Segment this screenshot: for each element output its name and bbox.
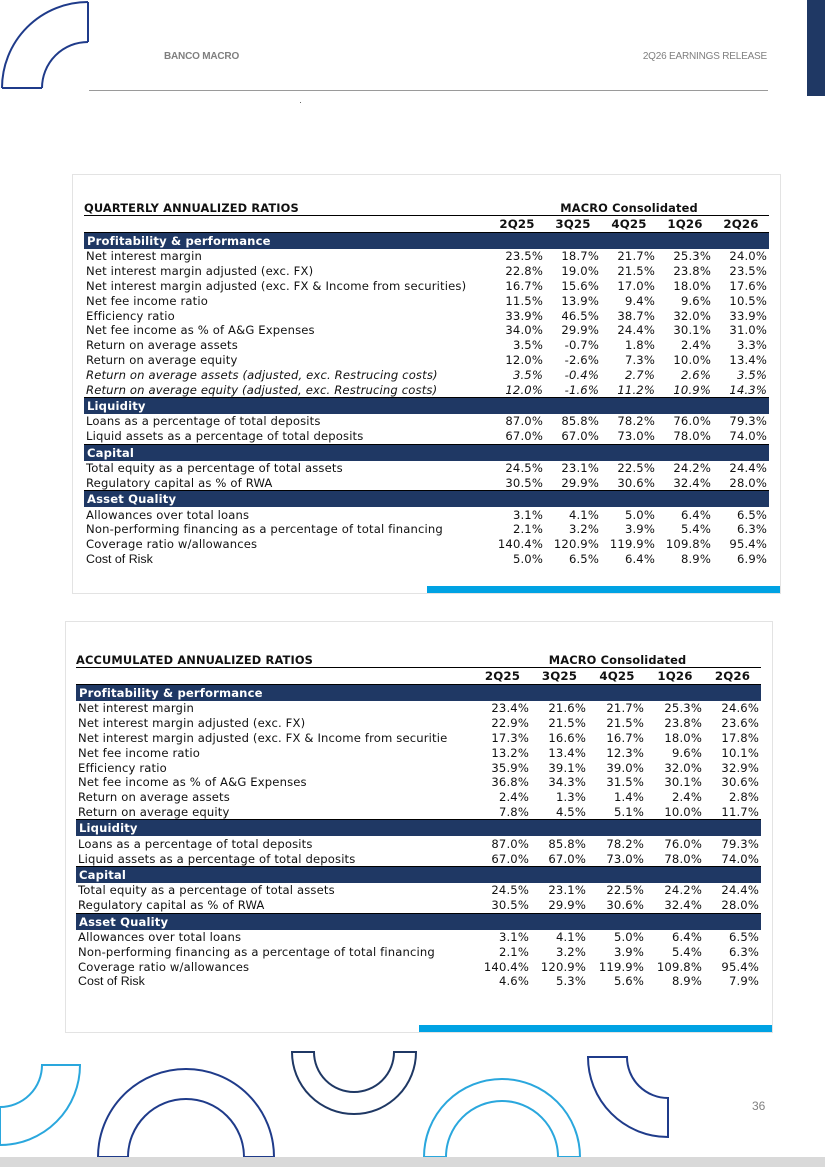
table-row [76,974,761,989]
table-row [84,507,769,522]
row-value: 24.4% [729,460,768,475]
row-value: 30.6% [721,775,760,790]
row-value: 24.2% [673,460,711,475]
row-value: 12.0% [505,352,543,367]
row-value: 32.0% [673,308,711,323]
row-label: Non-performing financing as a percentage of total financing [86,522,443,537]
row-value: 21.6% [548,701,586,716]
row-value: 3.1% [498,929,529,944]
period-header: 2Q26 [704,668,761,685]
row-value: 87.0% [491,836,529,851]
row-value: 3.5% [512,338,543,353]
row-value: 2.4% [671,790,702,805]
row-value: 23.5% [729,264,768,279]
row-value: 22.8% [505,264,543,279]
row-value: 5.0% [624,507,655,522]
quarterly-ratios-table [84,201,769,566]
row-value: 2.1% [498,944,529,959]
row-value: 10.9% [657,382,713,397]
row-value: 38.7% [617,308,655,323]
row-value: 30.6% [601,475,657,490]
section-title: Capital [84,444,769,461]
row-value: 18.0% [664,730,702,745]
row-value: 74.0% [704,851,761,866]
row-value: 3.9% [613,944,644,959]
row-value: 78.0% [646,851,704,866]
section-title: Liquidity [76,820,761,837]
row-value: 28.0% [713,475,769,490]
row-value: 18.7% [561,249,599,264]
row-label: Net interest margin adjusted (exc. FX) [78,716,306,731]
row-value: 5.6% [613,974,644,989]
row-value: 28.0% [704,898,761,913]
row-value: 17.6% [729,278,768,293]
table-row [84,429,769,444]
table-row [76,805,761,820]
row-value: 67.0% [545,429,601,444]
row-label: Efficiency ratio [78,760,167,775]
row-value: 5.1% [588,805,646,820]
row-value: 12.0% [489,382,545,397]
row-value: 7.3% [624,352,655,367]
row-value: 15.6% [561,278,599,293]
row-value: 24.0% [729,249,768,264]
period-header: 3Q25 [545,216,601,233]
row-value: 24.4% [617,323,655,338]
row-label: Total equity as a percentage of total assets [78,883,335,898]
table-row [76,790,761,805]
row-value: 2.8% [728,790,760,805]
row-value: 23.8% [673,264,711,279]
row-value: 39.1% [548,760,586,775]
row-label: Liquid assets as a percentage of total deposits [84,429,489,444]
row-value: 5.0% [613,929,644,944]
row-label: Efficiency ratio [86,308,175,323]
table-row [84,367,769,382]
row-value: 23.1% [561,460,599,475]
row-value: 109.8% [656,959,702,974]
row-value: 23.8% [664,716,702,731]
row-value: 22.5% [606,883,644,898]
row-value: 4.6% [498,974,529,989]
table-row [76,944,761,959]
table-row [76,836,761,851]
row-label: Return on average equity [76,805,474,820]
table-row [76,898,761,913]
row-label: Return on average equity [86,352,238,367]
row-value: 6.5% [568,551,599,566]
row-value: 67.0% [531,851,588,866]
row-value: 109.8% [665,537,711,552]
table-row [76,716,761,731]
row-value: 3.3% [736,338,768,353]
row-value: 85.8% [548,836,586,851]
row-value: 9.6% [680,293,711,308]
row-value: 6.4% [680,507,711,522]
row-value: 13.4% [729,352,768,367]
row-value: 6.5% [736,507,768,522]
table-title-row [84,201,769,216]
row-value: 23.6% [721,716,760,731]
row-value: 3.2% [568,522,599,537]
table-row [76,959,761,974]
row-value: 6.4% [624,551,655,566]
row-value: 3.9% [624,522,655,537]
row-value: 87.0% [505,414,543,429]
row-value: 13.9% [561,293,599,308]
period-header: 2Q26 [713,216,769,233]
row-label: Regulatory capital as % of RWA [84,475,489,490]
row-value: 6.3% [736,522,768,537]
row-label: Loans as a percentage of total deposits [78,836,313,851]
table-row [84,323,769,338]
section-header [76,866,761,883]
table-row [84,279,769,294]
row-label: Net interest margin adjusted (exc. FX) [86,264,314,279]
row-value: 4.1% [555,929,586,944]
row-value: 2.1% [512,522,543,537]
row-label: Net fee income ratio [86,293,208,308]
row-value: 36.8% [491,775,529,790]
row-value: 22.5% [617,460,655,475]
row-value: 10.5% [729,293,768,308]
table-row [84,308,769,323]
row-value: 5.4% [671,944,702,959]
row-label: Total equity as a percentage of total assets [86,460,343,475]
row-value: 85.8% [561,414,599,429]
period-header: 2Q25 [489,216,545,233]
row-value: 4.5% [531,805,588,820]
row-value: 33.9% [729,308,768,323]
row-value: 1.8% [624,338,655,353]
section-header [84,491,769,508]
row-value: 39.0% [606,760,644,775]
row-value: 67.0% [489,429,545,444]
row-value: 10.0% [673,352,711,367]
row-value: 11.7% [704,805,761,820]
row-label: Net interest margin [78,701,194,716]
table-row [76,930,761,945]
row-label: Return on average assets (adjusted, exc. Restrucing costs) [86,367,438,382]
row-value: 24.5% [505,460,543,475]
table-title-row [76,653,761,668]
table-row [84,537,769,552]
row-value: 16.6% [548,730,586,745]
row-value: 16.7% [505,278,543,293]
row-value: 23.1% [548,883,586,898]
footer-band [0,1157,825,1167]
row-value: 11.2% [601,382,657,397]
row-value: 9.6% [671,745,702,760]
row-value: 79.3% [729,414,768,429]
table-row [76,851,761,866]
section-header [84,397,769,414]
table-row [76,745,761,760]
table-row [76,701,761,716]
row-value: 21.7% [617,249,655,264]
row-value: 21.5% [548,716,586,731]
row-value: 8.9% [680,551,711,566]
row-value: 6.3% [728,944,760,959]
row-label: Cost of Risk [78,974,145,989]
row-value: 25.3% [664,701,702,716]
row-label: Coverage ratio w/allowances [86,537,258,552]
row-value: 2.7% [624,367,655,382]
row-value: 23.5% [505,249,543,264]
group-header: MACRO Consolidated [474,653,761,668]
row-value: 18.0% [673,278,711,293]
table-row [84,249,769,264]
row-value: 2.6% [680,367,711,382]
row-value: 24.5% [491,883,529,898]
section-header [76,820,761,837]
table-row [84,522,769,537]
row-value: 74.0% [713,429,769,444]
row-value: 7.9% [728,974,760,989]
table-row [76,760,761,775]
header-divider [89,90,768,91]
row-value: 24.6% [721,701,760,716]
row-label: Regulatory capital as % of RWA [76,898,474,913]
row-value: 1.4% [613,790,644,805]
row-value: 78.2% [606,836,644,851]
row-value: 95.4% [721,959,760,974]
page-number: 36 [752,1099,766,1113]
row-value: 2.4% [680,338,711,353]
table-row [76,883,761,898]
row-value: 14.3% [713,382,769,397]
row-value: 95.4% [729,537,768,552]
row-value: 10.1% [721,745,760,760]
row-value: 24.4% [721,883,760,898]
row-value: 34.3% [548,775,586,790]
row-value: 35.9% [491,760,529,775]
section-header [76,685,761,702]
row-value: 67.0% [474,851,531,866]
table-row [84,414,769,429]
row-value: 8.9% [671,974,702,989]
row-value: 3.1% [512,507,543,522]
row-label: Cost of Risk [86,551,153,566]
row-value: 34.0% [505,323,543,338]
group-header: MACRO Consolidated [489,201,769,216]
accumulated-ratios-table [76,653,761,989]
table-row [76,775,761,790]
period-header: 4Q25 [601,216,657,233]
row-value: -1.6% [545,382,601,397]
row-value: 17.3% [491,730,529,745]
row-value: 78.0% [657,429,713,444]
row-value: 30.6% [588,898,646,913]
row-label: Liquid assets as a percentage of total deposits [76,851,474,866]
row-value: 9.4% [624,293,655,308]
row-value: 24.2% [664,883,702,898]
row-value: 11.5% [505,293,543,308]
row-value: 7.8% [474,805,531,820]
report-title: 2Q26 EARNINGS RELEASE [642,51,767,62]
row-value: 13.4% [548,745,586,760]
row-value: 32.0% [664,760,702,775]
row-value: 78.2% [617,414,655,429]
row-label: Allowances over total loans [86,507,250,522]
row-value: 31.0% [729,323,768,338]
row-value: 3.5% [736,367,768,382]
row-value: 73.0% [588,851,646,866]
row-value: 29.9% [531,898,588,913]
table-row [84,293,769,308]
table-row [84,552,769,567]
row-label: Coverage ratio w/allowances [78,959,250,974]
row-value: 29.9% [561,323,599,338]
section-header [84,233,769,250]
row-value: 4.1% [568,507,599,522]
period-header: 1Q26 [646,668,704,685]
corner-accent-bar [807,0,825,96]
row-value: 22.9% [491,716,529,731]
period-header: 1Q26 [657,216,713,233]
panel-accent-bar [427,586,780,593]
row-value: 6.5% [728,929,760,944]
row-value: 16.7% [606,730,644,745]
row-value: 119.9% [609,537,655,552]
row-value: 119.9% [598,959,644,974]
row-label: Net interest margin adjusted (exc. FX & Income from securitie [78,730,448,745]
table-title: QUARTERLY ANNUALIZED RATIOS [84,201,489,216]
row-label: Return on average equity (adjusted, exc. Restrucing costs) [84,382,489,397]
panel-accent-bar [419,1025,772,1032]
table-row [84,353,769,368]
header-mark [300,102,301,103]
period-header-spacer [76,668,474,685]
row-value: 30.5% [474,898,531,913]
row-label: Net fee income ratio [78,745,200,760]
row-label: Net interest margin [86,249,202,264]
row-label: Net fee income as % of A&G Expenses [86,323,315,338]
table-title: ACCUMULATED ANNUALIZED RATIOS [76,653,474,668]
row-value: 19.0% [561,264,599,279]
row-value: -2.6% [564,352,599,367]
row-value: 73.0% [601,429,657,444]
row-value: 17.8% [721,730,760,745]
row-label: Net fee income as % of A&G Expenses [78,775,307,790]
row-label: Loans as a percentage of total deposits [86,414,321,429]
row-value: 120.9% [540,959,586,974]
row-value: 30.1% [673,323,711,338]
period-header-spacer [84,216,489,233]
row-value: 10.0% [646,805,704,820]
row-value: 2.4% [498,790,529,805]
table-row [84,264,769,279]
table-row [84,461,769,476]
row-label: Non-performing financing as a percentage of total financing [78,944,435,959]
row-value: 25.3% [673,249,711,264]
section-header [84,444,769,461]
row-value: 140.4% [497,537,543,552]
row-value: 46.5% [561,308,599,323]
table-row [84,475,769,490]
row-value: -0.4% [564,367,599,382]
section-title: Capital [76,866,761,883]
section-title: Profitability & performance [76,685,761,702]
section-header [76,913,761,930]
row-value: 5.4% [680,522,711,537]
row-value: 5.0% [512,551,543,566]
row-value: 76.0% [664,836,702,851]
row-value: 13.2% [491,745,529,760]
row-value: 17.0% [617,278,655,293]
row-value: 21.5% [617,264,655,279]
row-value: 23.4% [491,701,529,716]
section-title: Asset Quality [76,913,761,930]
row-value: 76.0% [673,414,711,429]
row-value: 33.9% [505,308,543,323]
row-value: 12.3% [606,745,644,760]
row-value: -0.7% [564,338,599,353]
row-value: 31.5% [606,775,644,790]
period-header-row [84,216,769,233]
table-row [84,338,769,353]
row-value: 3.2% [555,944,586,959]
period-header: 3Q25 [531,668,588,685]
row-value: 3.5% [512,367,543,382]
period-header: 4Q25 [588,668,646,685]
row-value: 1.3% [555,790,586,805]
row-value: 79.3% [721,836,760,851]
section-title: Liquidity [84,397,769,414]
row-value: 32.4% [657,475,713,490]
row-label: Allowances over total loans [78,929,242,944]
row-value: 21.7% [606,701,644,716]
bank-name: BANCO MACRO [164,51,240,62]
row-value: 30.5% [489,475,545,490]
table-row [76,731,761,746]
row-value: 32.4% [646,898,704,913]
row-value: 140.4% [483,959,529,974]
row-label: Net interest margin adjusted (exc. FX & Income from securities) [86,278,467,293]
row-value: 5.3% [555,974,586,989]
row-value: 6.9% [736,551,768,566]
row-value: 29.9% [545,475,601,490]
row-value: 32.9% [721,760,760,775]
period-header: 2Q25 [474,668,531,685]
period-header-row [76,668,761,685]
row-value: 30.1% [664,775,702,790]
section-title: Asset Quality [84,491,769,508]
row-value: 21.5% [606,716,644,731]
row-value: 120.9% [553,537,599,552]
row-label: Return on average assets [78,790,230,805]
row-label: Return on average assets [86,338,238,353]
table-row [84,382,769,397]
row-value: 6.4% [671,929,702,944]
section-title: Profitability & performance [84,233,769,250]
